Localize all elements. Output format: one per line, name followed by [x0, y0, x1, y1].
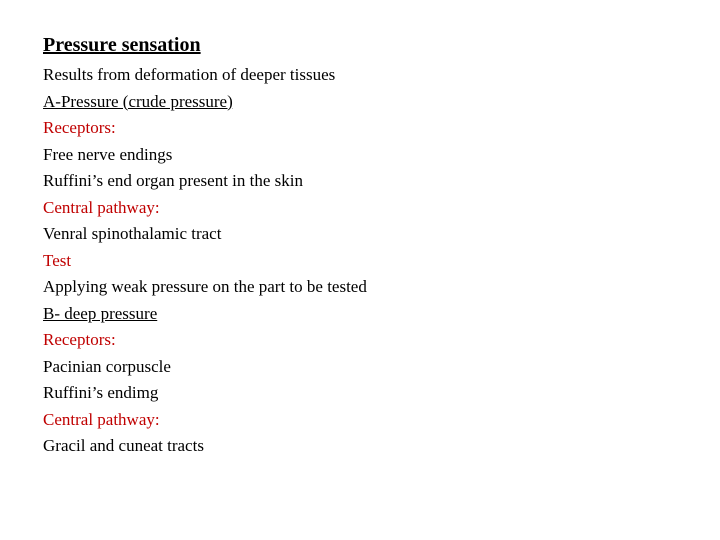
section-b-pathway-text: Gracil and cuneat tracts	[43, 436, 204, 455]
section-a-receptors-label: Receptors:	[43, 118, 116, 137]
section-a-pathway-text: Venral spinothalamic tract	[43, 224, 222, 243]
section-b-receptor-item: Pacinian corpuscle	[43, 356, 171, 376]
section-b-heading: B- deep pressure	[43, 303, 158, 323]
section-a-receptor-item: Free nerve endings	[43, 144, 173, 164]
section-a-pathway-label: Central pathway:	[43, 197, 160, 217]
section-b-receptor-item: Ruffini’s endimg	[43, 383, 159, 402]
section-b-receptors-label: Receptors:	[43, 330, 116, 349]
section-b-pathway-label: Central pathway:	[43, 409, 160, 429]
page-title: Pressure sensation	[43, 34, 201, 56]
section-a-test-text: Applying weak pressure on the part to be tested	[43, 277, 367, 296]
intro-text: Results from deformation of deeper tissues	[43, 65, 336, 84]
section-a-heading: A-Pressure (crude pressure)	[43, 91, 233, 111]
section-a-test-label: Test	[43, 250, 72, 270]
section-a-receptor-item: Ruffini’s end organ present in the skin	[43, 171, 304, 190]
slide-content	[43, 31, 683, 460]
